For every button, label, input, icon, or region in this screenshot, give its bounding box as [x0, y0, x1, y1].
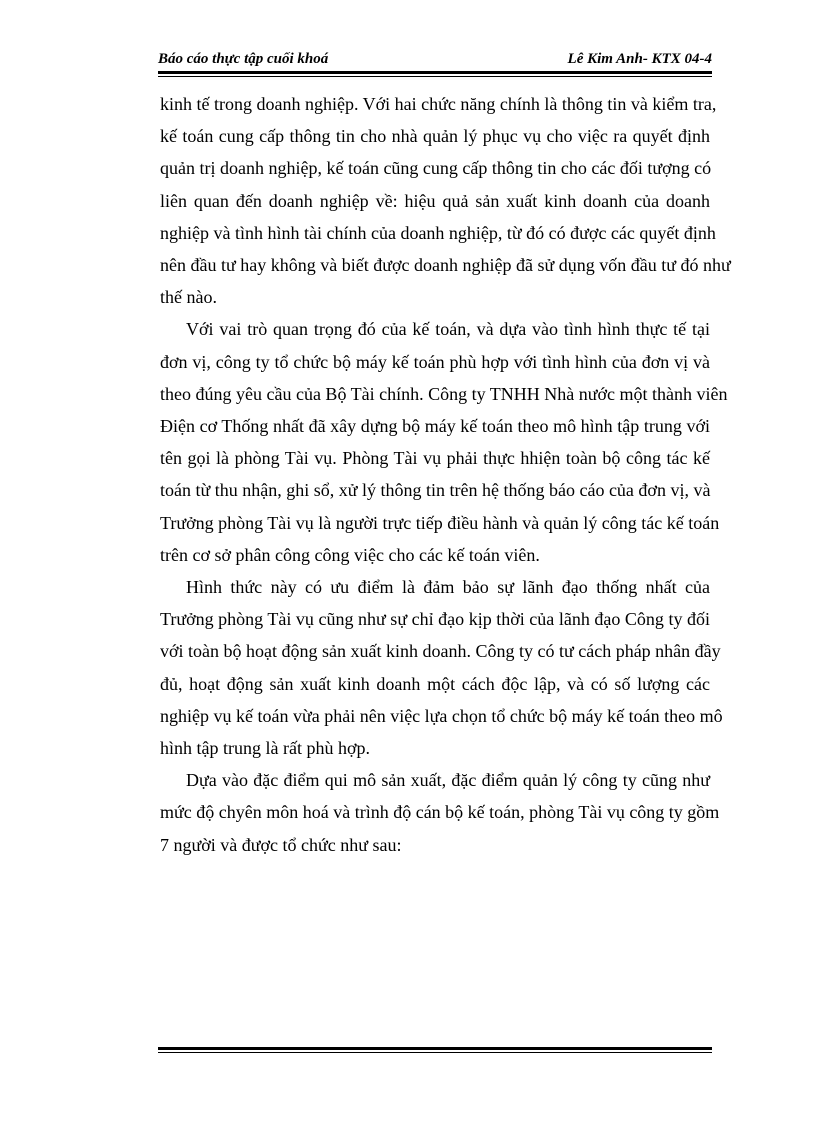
header-rule-thin: [158, 76, 712, 77]
paragraph-line: theo đúng yêu cầu của Bộ Tài chính. Công ty TNHH Nhà nước một thành viên: [160, 383, 728, 404]
paragraph-line: Trưởng phòng Tài vụ là người trực tiếp điều hành và quản lý công tác kế toán: [160, 512, 720, 533]
paragraph-line: với toàn bộ hoạt động sản xuất kinh doanh. Công ty có tư cách pháp nhân đầy: [160, 641, 721, 662]
paragraph-line: tên gọi là phòng Tài vụ. Phòng Tài vụ phải thực hhiện toàn bộ công tác kế: [160, 448, 710, 469]
paragraph-line: thế nào.: [160, 287, 217, 308]
paragraph-line: nghiệp và tình hình tài chính của doanh nghiệp, từ đó có được các quyết định: [160, 222, 716, 243]
paragraph-2: [160, 313, 728, 571]
paragraph-line: đơn vị, công ty tổ chức bộ máy kế toán phù hợp với tình hình của đơn vị và: [160, 351, 710, 372]
header-author: Lê Kim Anh- KTX 04-4: [567, 51, 712, 67]
paragraph-line: kinh tế trong doanh nghiệp. Với hai chức năng chính là thông tin và kiểm tra,: [160, 94, 717, 114]
paragraph-3: [160, 571, 723, 764]
paragraph-line: Trưởng phòng Tài vụ cũng như sự chỉ đạo kịp thời của lãnh đạo Công ty đối: [160, 609, 710, 630]
paragraph-line: mức độ chyên môn hoá và trình độ cán bộ kế toán, phòng Tài vụ công ty gồm: [160, 802, 720, 823]
footer-rule-thin: [158, 1052, 712, 1053]
paragraph-line: nên đầu tư hay không và biết được doanh nghiệp đã sử dụng vốn đầu tư đó như: [160, 255, 731, 276]
paragraph-line: 7 người và được tổ chức như sau:: [160, 834, 402, 855]
paragraph-4: [160, 764, 720, 861]
page-header: [158, 48, 712, 70]
paragraph-line: Với vai trò quan trọng đó của kế toán, và dựa vào tình hình thực tế tại: [186, 319, 710, 340]
paragraph-line: nghiệp vụ kế toán vừa phải nên việc lựa chọn tổ chức bộ máy kế toán theo mô: [160, 705, 723, 726]
paragraph-line: kế toán cung cấp thông tin cho nhà quản lý phục vụ cho việc ra quyết định: [160, 126, 710, 147]
body-text: [160, 88, 731, 861]
paragraph-line: trên cơ sở phân công công việc cho các kế toán viên.: [160, 544, 540, 565]
paragraph-line: hình tập trung là rất phù hợp.: [160, 738, 370, 759]
paragraph-line: liên quan đến doanh nghiệp về: hiệu quả sản xuất kinh doanh của doanh: [160, 190, 710, 211]
paragraph-line: toán từ thu nhận, ghi sổ, xử lý thông tin trên hệ thống báo cáo của đơn vị, và: [160, 480, 711, 501]
paragraph-line: đủ, hoạt động sản xuất kinh doanh một cách độc lập, và có số lượng các: [160, 673, 710, 694]
paragraph-line: Hình thức này có ưu điểm là đảm bảo sự lãnh đạo thống nhất của: [186, 577, 710, 598]
paragraph-line: Điện cơ Thống nhất đã xây dựng bộ máy kế toán theo mô hình tập trung với: [160, 416, 710, 437]
paragraph-1: [160, 88, 731, 313]
paragraph-line: Dựa vào đặc điểm qui mô sản xuất, đặc điểm quản lý công ty cũng như: [186, 770, 710, 791]
footer-rule-thick: [158, 1047, 712, 1050]
header-rule-thick: [158, 71, 712, 74]
paragraph-line: quản trị doanh nghiệp, kế toán cũng cung cấp thông tin cho các đối tượng có: [160, 158, 712, 179]
header-report-title: Báo cáo thực tập cuối khoá: [158, 51, 329, 67]
